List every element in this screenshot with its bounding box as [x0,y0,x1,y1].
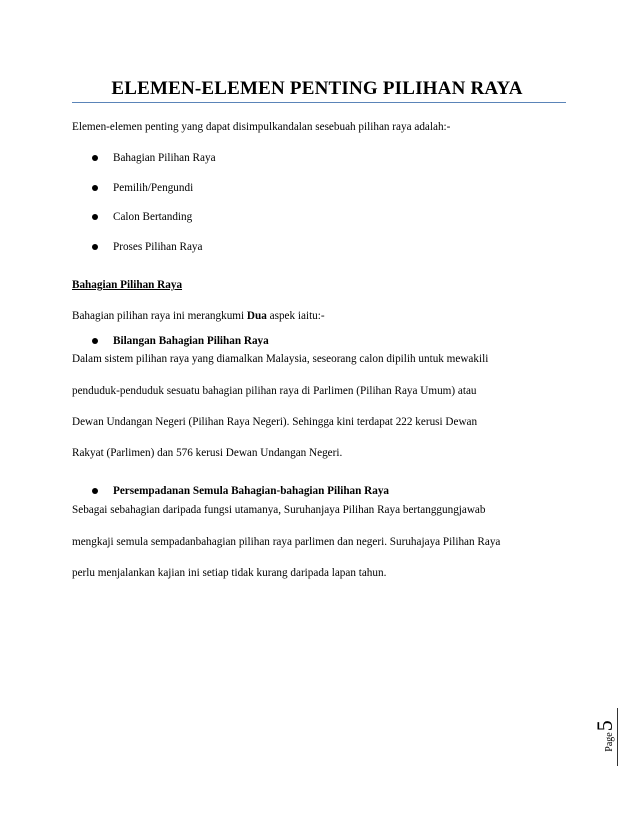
section-intro [72,309,325,323]
section-intro-text-end: aspek iaitu:- [266,310,325,322]
list-item-label: Bahagian Pilihan Raya [113,152,216,164]
bullet-icon [92,338,98,344]
bullet-icon [92,488,98,494]
page-number-value: 5 [592,720,617,732]
bullet-icon [92,185,98,191]
section-intro-emphasis: Dua [246,310,267,322]
paragraph-line: Dalam sistem pilihan raya yang diamalkan Malaysia, seseorang calon dipilih untuk mewakili [72,353,489,365]
paragraph-line: perlu menjalankan kajian ini setiap tidak kurang daripada lapan tahun. [72,567,387,579]
bullet-icon [92,244,98,250]
bullet-icon [92,214,98,220]
paragraph-line: Dewan Undangan Negeri (Pilihan Raya Negeri). Sehingga kini terdapat 222 kerusi Dewan [72,416,478,428]
page-title: ELEMEN-ELEMEN PENTING PILIHAN RAYA [111,78,523,99]
page-word: Page [604,732,615,752]
page-number-divider [617,708,618,766]
list-item-label: Proses Pilihan Raya [113,241,203,253]
section-intro-text: Bahagian pilihan raya ini merangkumi [72,310,247,322]
list-item-label: Pemilih/Pengundi [113,182,194,194]
subheading-label: Bilangan Bahagian Pilihan Raya [113,335,269,347]
page-number [592,706,618,766]
subheading-label: Persempadanan Semula Bahagian-bahagian Pilihan Raya [113,485,390,497]
list-item-label: Calon Bertanding [113,211,193,223]
intro-paragraph: Elemen-elemen penting yang dapat disimpulkandalan sesebuah pilihan raya adalah:- [72,121,451,133]
title-underline-rule [72,102,566,103]
paragraph-line: Rakyat (Parlimen) dan 576 kerusi Dewan Undangan Negeri. [72,447,343,459]
paragraph-line: penduduk-penduduk sesuatu bahagian pilihan raya di Parlimen (Pilihan Raya Umum) atau [72,385,477,397]
paragraph-line: mengkaji semula sempadanbahagian pilihan raya parlimen dan negeri. Suruhajaya Pilihan Raya [72,536,501,548]
bullet-icon [92,155,98,161]
paragraph-line: Sebagai sebahagian daripada fungsi utamanya, Suruhanjaya Pilihan Raya bertanggungjawab [72,504,486,516]
section-heading: Bahagian Pilihan Raya [72,279,183,291]
